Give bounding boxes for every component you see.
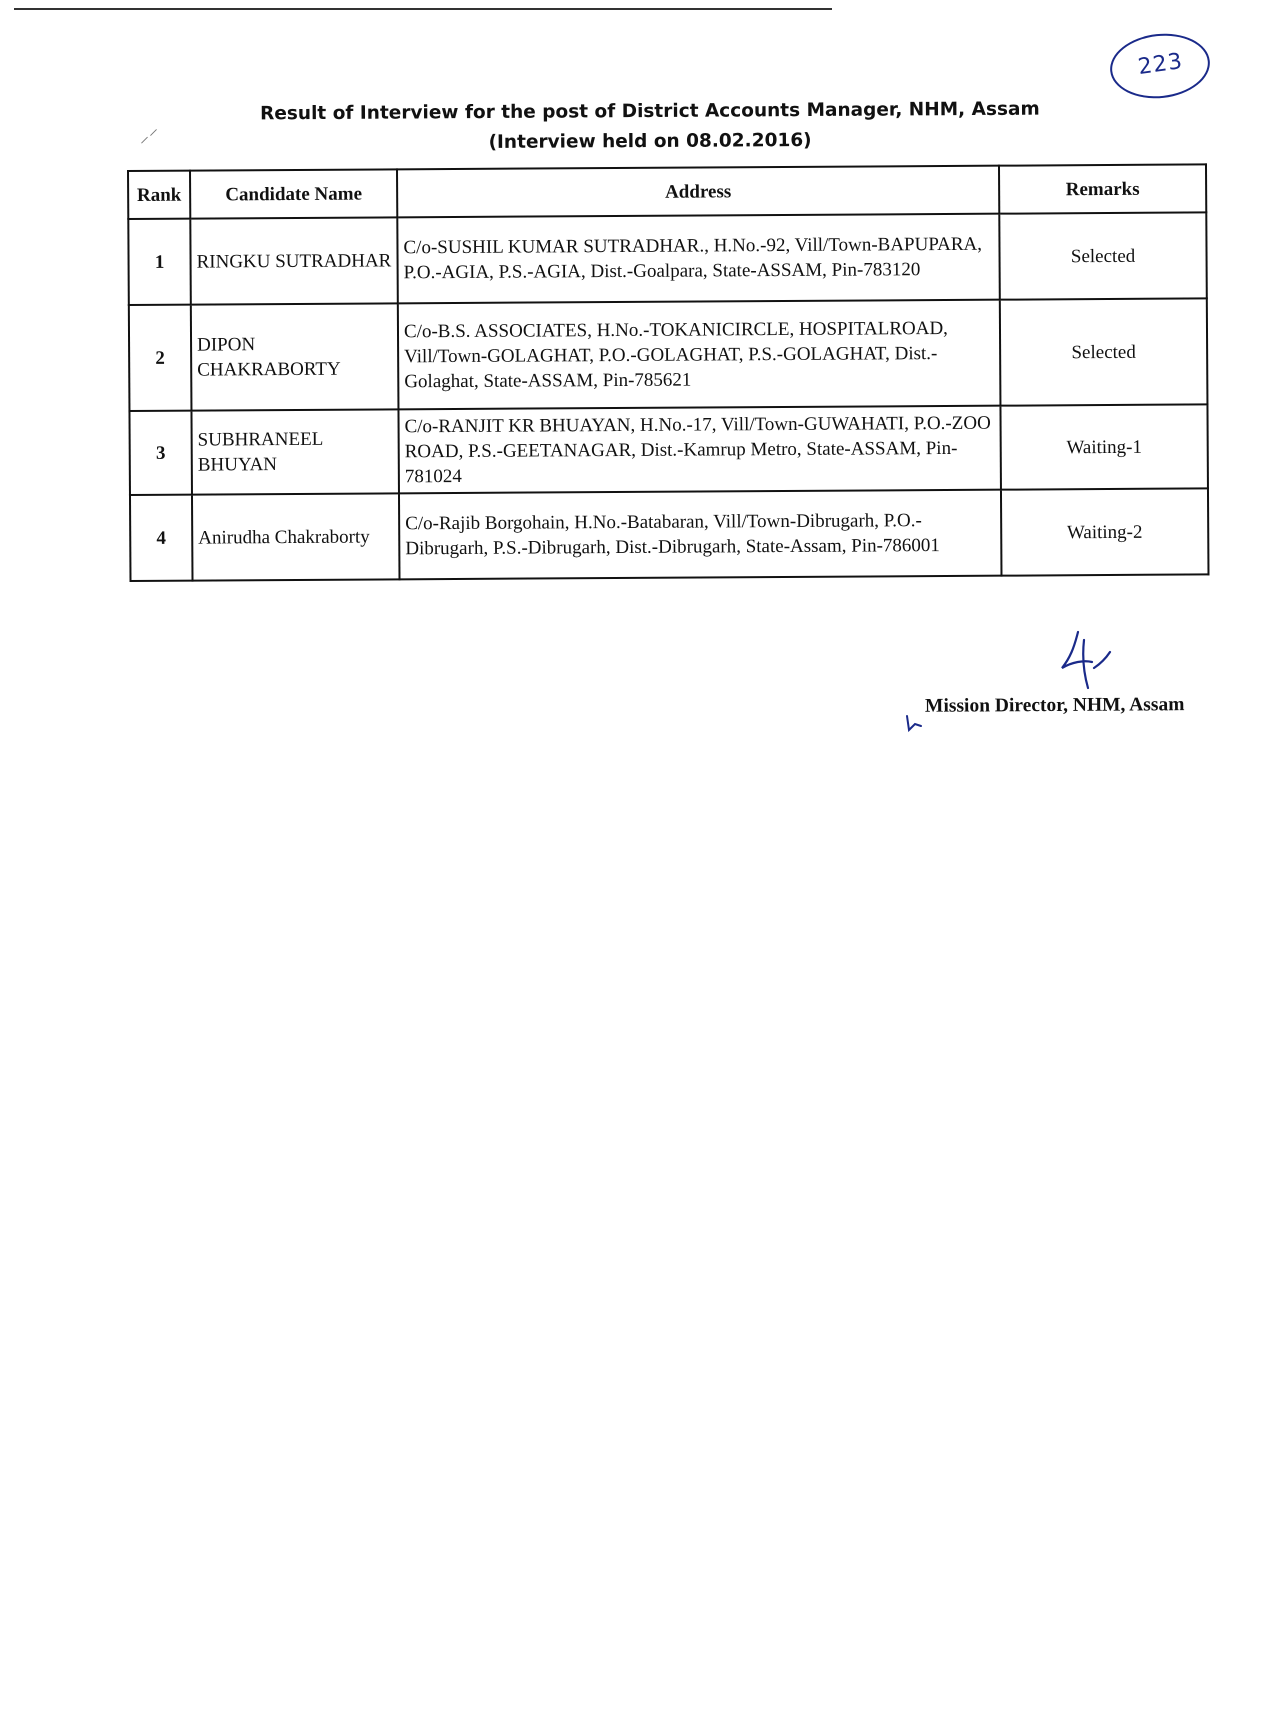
table-row <box>128 212 1207 305</box>
scan-mark-icon: ⸝⸍ <box>140 126 158 147</box>
rank-cell: 2 <box>129 305 192 411</box>
address-cell: C/o-Rajib Borgohain, H.No.-Batabaran, Vill/Town-Dibrugarh, P.O.-Dibrugarh, P.S.-Dibrugarh, Dist.-Dibrugarh, State-Assam, Pin-786001 <box>399 490 1002 580</box>
address-cell: C/o-SUSHIL KUMAR SUTRADHAR., H.No.-92, Vill/Town-BAPUPARA, P.O.-AGIA, P.S.-AGIA, Dist.-Goalpara, State-ASSAM, Pin-783120 <box>397 214 1000 304</box>
header-rank: Rank <box>128 171 190 219</box>
table-row <box>129 298 1208 411</box>
title-line-1: Result of Interview for the post of District Accounts Manager, NHM, Assam <box>260 98 1040 125</box>
rank-cell: 3 <box>129 411 192 495</box>
table-row <box>129 404 1207 495</box>
header-address: Address <box>397 166 999 218</box>
initial-mark-icon <box>903 714 925 734</box>
page-number: 223 <box>1136 48 1185 81</box>
title-line-2: (Interview held on 08.02.2016) <box>488 130 812 153</box>
header-candidate-name: Candidate Name <box>190 169 397 218</box>
document-title <box>200 94 1100 159</box>
table-header-row <box>128 164 1206 219</box>
top-scan-rule <box>14 8 832 10</box>
table-row <box>130 488 1209 581</box>
rank-cell: 4 <box>130 495 193 581</box>
remarks-cell: Selected <box>999 212 1207 299</box>
candidate-name-cell: Anirudha Chakraborty <box>192 493 400 580</box>
candidate-name-cell: DIPON CHAKRABORTY <box>191 303 399 410</box>
header-remarks: Remarks <box>999 164 1206 213</box>
rank-cell: 1 <box>128 219 191 305</box>
signature-icon <box>1048 628 1118 698</box>
remarks-cell: Selected <box>1000 298 1208 405</box>
remarks-cell: Waiting-2 <box>1001 488 1209 575</box>
remarks-cell: Waiting-1 <box>1000 404 1208 489</box>
candidate-name-cell: SUBHRANEEL BHUYAN <box>191 409 399 494</box>
address-cell: C/o-B.S. ASSOCIATES, H.No.-TOKANICIRCLE, HOSPITALROAD, Vill/Town-GOLAGHAT, P.O.-GOLAGHAT, P.S.-GOLAGHAT, Dist.-Golaghat, State-ASSAM, Pin-785621 <box>398 300 1001 410</box>
address-cell: C/o-RANJIT KR BHUAYAN, H.No.-17, Vill/Town-GUWAHATI, P.O.-ZOO ROAD, P.S.-GEETANAGAR, Dist.-Kamrup Metro, State-ASSAM, Pin-781024 <box>398 406 1001 494</box>
signatory-title: Mission Director, NHM, Assam <box>924 694 1185 717</box>
candidate-name-cell: RINGKU SUTRADHAR <box>190 217 398 304</box>
results-table <box>127 163 1209 582</box>
